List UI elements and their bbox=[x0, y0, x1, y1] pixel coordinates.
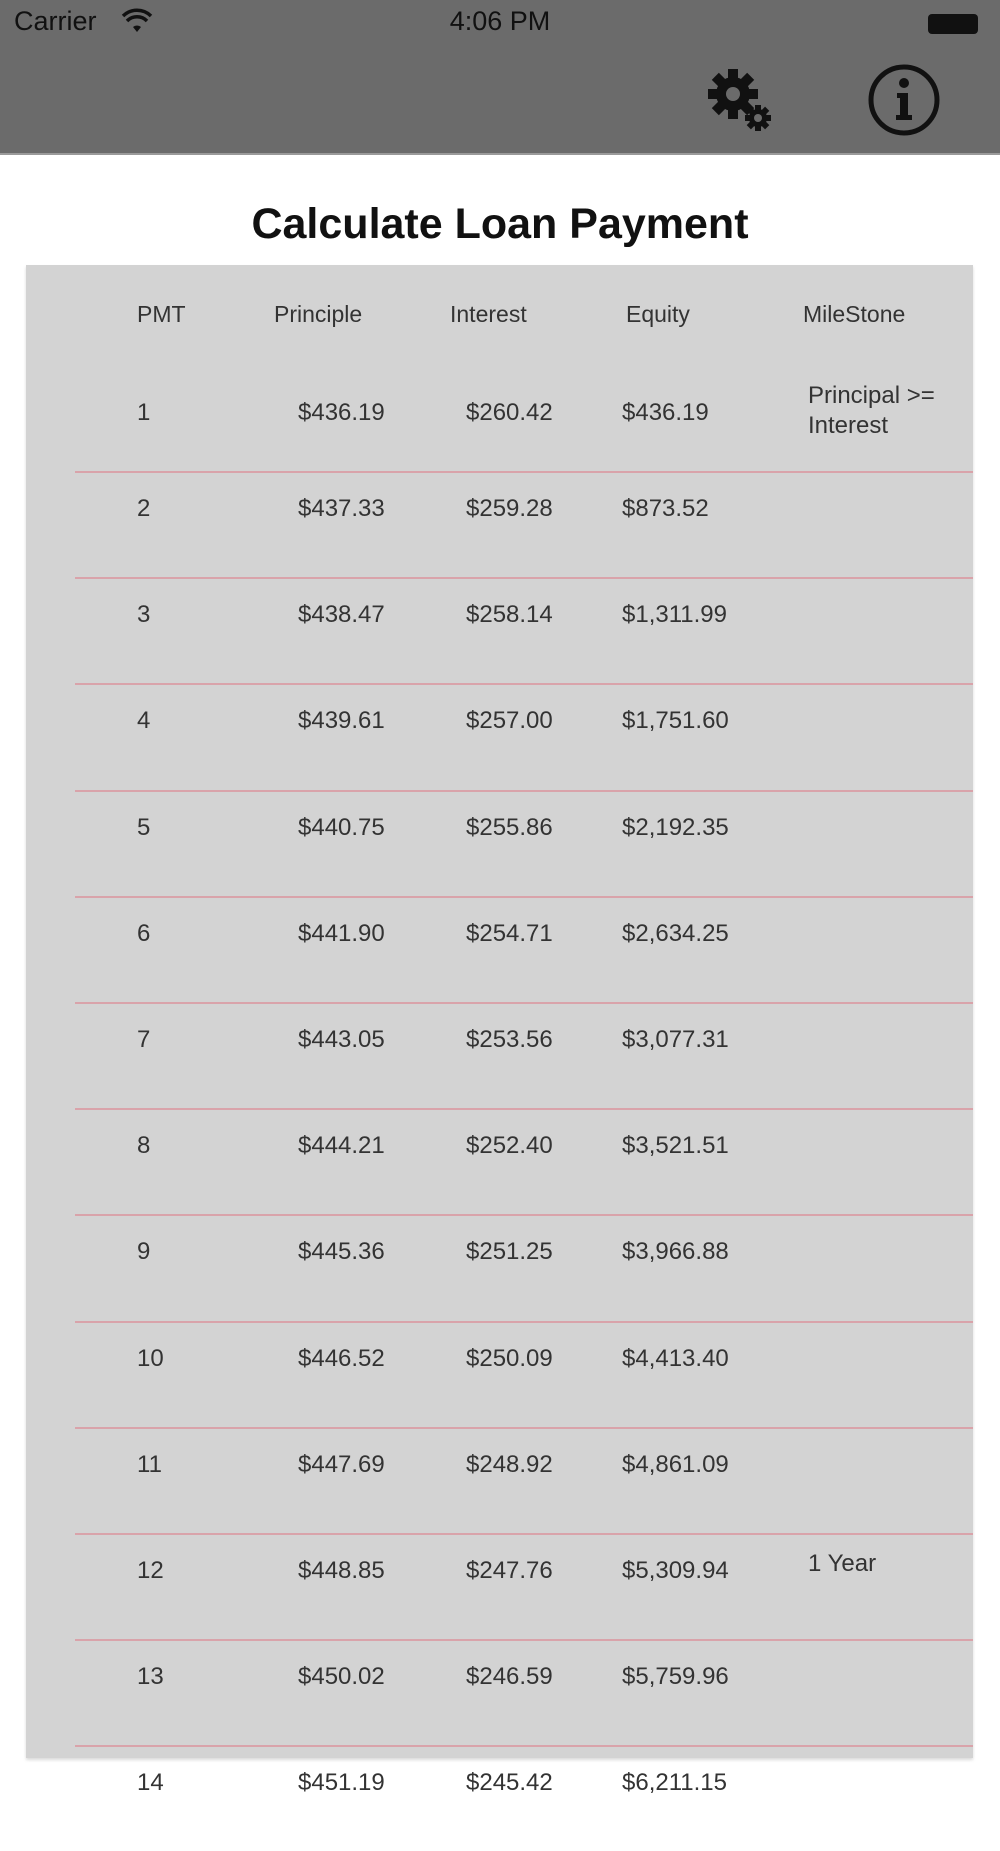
interest-cell: $251.25 bbox=[466, 1238, 553, 1266]
equity-cell: $436.19 bbox=[622, 399, 709, 426]
equity-cell: $4,861.09 bbox=[622, 1450, 729, 1478]
pmt-cell: 3 bbox=[137, 601, 151, 629]
table-row[interactable] bbox=[26, 1108, 973, 1214]
pmt-cell: 13 bbox=[137, 1663, 164, 1691]
equity-cell: $5,309.94 bbox=[622, 1557, 729, 1584]
principle-cell: $446.52 bbox=[298, 1344, 385, 1372]
clock: 4:06 PM bbox=[449, 6, 551, 36]
pmt-cell: 11 bbox=[137, 1450, 162, 1478]
row-separator bbox=[75, 1214, 973, 1216]
principle-cell: $444.21 bbox=[298, 1132, 385, 1160]
header-principle: Principle bbox=[274, 301, 363, 327]
equity-cell: $6,211.15 bbox=[622, 1769, 727, 1797]
navigation-bar bbox=[0, 0, 1000, 155]
pmt-cell: 4 bbox=[137, 707, 151, 735]
principle-cell: $441.90 bbox=[298, 919, 385, 947]
table-row[interactable] bbox=[26, 1533, 973, 1639]
equity-cell: $3,521.51 bbox=[622, 1132, 729, 1160]
battery-icon bbox=[928, 14, 978, 34]
carrier-label: Carrier bbox=[14, 6, 97, 36]
header-pmt: PMT bbox=[137, 301, 186, 327]
principle-cell: $448.85 bbox=[298, 1557, 385, 1584]
principle-cell: $445.36 bbox=[298, 1238, 385, 1266]
table-row[interactable] bbox=[26, 1745, 973, 1851]
equity-cell: $1,311.99 bbox=[622, 601, 727, 629]
interest-cell: $260.42 bbox=[466, 399, 553, 426]
amortization-table[interactable] bbox=[26, 265, 973, 1797]
row-separator bbox=[75, 1745, 973, 1747]
row-separator bbox=[75, 1427, 973, 1429]
interest-cell: $246.59 bbox=[466, 1663, 553, 1691]
row-separator bbox=[75, 1533, 973, 1535]
interest-cell: $247.76 bbox=[466, 1557, 553, 1584]
row-separator bbox=[75, 1321, 973, 1323]
milestone-cell: 1 Year bbox=[808, 1550, 877, 1577]
table-row[interactable] bbox=[26, 1427, 973, 1533]
table-row[interactable] bbox=[26, 471, 973, 577]
principle-cell: $451.19 bbox=[298, 1769, 385, 1797]
table-row[interactable] bbox=[26, 683, 973, 789]
equity-cell: $3,966.88 bbox=[622, 1238, 729, 1266]
header-milestone: MileStone bbox=[803, 301, 906, 327]
row-separator bbox=[75, 683, 973, 685]
equity-cell: $2,192.35 bbox=[622, 813, 729, 841]
row-separator bbox=[75, 471, 973, 473]
equity-cell: $5,759.96 bbox=[622, 1663, 729, 1691]
interest-cell: $252.40 bbox=[466, 1132, 553, 1160]
row-separator bbox=[75, 1002, 973, 1004]
interest-cell: $258.14 bbox=[466, 601, 553, 629]
row-separator bbox=[75, 896, 973, 898]
pmt-cell: 7 bbox=[137, 1026, 151, 1053]
pmt-cell: 2 bbox=[137, 495, 151, 522]
table-row[interactable] bbox=[26, 365, 973, 471]
interest-cell: $250.09 bbox=[466, 1344, 553, 1372]
pmt-cell: 8 bbox=[137, 1132, 151, 1160]
interest-cell: $245.42 bbox=[466, 1769, 553, 1797]
principle-cell: $439.61 bbox=[298, 707, 385, 735]
pmt-cell: 6 bbox=[137, 919, 151, 947]
row-separator bbox=[75, 790, 973, 792]
table-row[interactable] bbox=[26, 1214, 973, 1320]
principle-cell: $437.33 bbox=[298, 495, 385, 522]
pmt-cell: 14 bbox=[137, 1769, 164, 1797]
gear-icon[interactable] bbox=[705, 66, 775, 136]
pmt-cell: 10 bbox=[137, 1344, 164, 1372]
info-icon[interactable] bbox=[866, 62, 942, 138]
row-separator bbox=[75, 1639, 973, 1641]
principle-cell: $440.75 bbox=[298, 813, 385, 841]
equity-cell: $2,634.25 bbox=[622, 919, 729, 947]
equity-cell: $1,751.60 bbox=[622, 707, 729, 735]
interest-cell: $257.00 bbox=[466, 707, 553, 735]
principle-cell: $450.02 bbox=[298, 1663, 385, 1691]
principle-cell: $436.19 bbox=[298, 399, 385, 426]
row-separator bbox=[75, 1108, 973, 1110]
interest-cell: $255.86 bbox=[466, 813, 553, 841]
header-equity: Equity bbox=[626, 301, 690, 327]
principle-cell: $438.47 bbox=[298, 601, 385, 629]
principle-cell: $443.05 bbox=[298, 1026, 385, 1053]
pmt-cell: 9 bbox=[137, 1238, 151, 1266]
table-row[interactable] bbox=[26, 1639, 973, 1745]
interest-cell: $259.28 bbox=[466, 495, 553, 522]
interest-cell: $248.92 bbox=[466, 1450, 553, 1478]
table-row[interactable] bbox=[26, 1002, 973, 1108]
pmt-cell: 1 bbox=[137, 399, 151, 426]
equity-cell: $3,077.31 bbox=[622, 1026, 729, 1053]
pmt-cell: 5 bbox=[137, 813, 151, 841]
table-row[interactable] bbox=[26, 790, 973, 896]
principle-cell: $447.69 bbox=[298, 1450, 385, 1478]
interest-cell: $253.56 bbox=[466, 1026, 553, 1053]
row-separator bbox=[75, 577, 973, 579]
page-title: Calculate Loan Payment bbox=[251, 200, 749, 248]
equity-cell: $873.52 bbox=[622, 495, 709, 522]
table-row[interactable] bbox=[26, 577, 973, 683]
interest-cell: $254.71 bbox=[466, 919, 553, 947]
equity-cell: $4,413.40 bbox=[622, 1344, 729, 1372]
table-row[interactable] bbox=[26, 1321, 973, 1427]
milestone-cell: Principal >= Interest bbox=[808, 382, 935, 439]
pmt-cell: 12 bbox=[137, 1557, 164, 1584]
table-row[interactable] bbox=[26, 896, 973, 1002]
header-interest: Interest bbox=[450, 301, 527, 327]
